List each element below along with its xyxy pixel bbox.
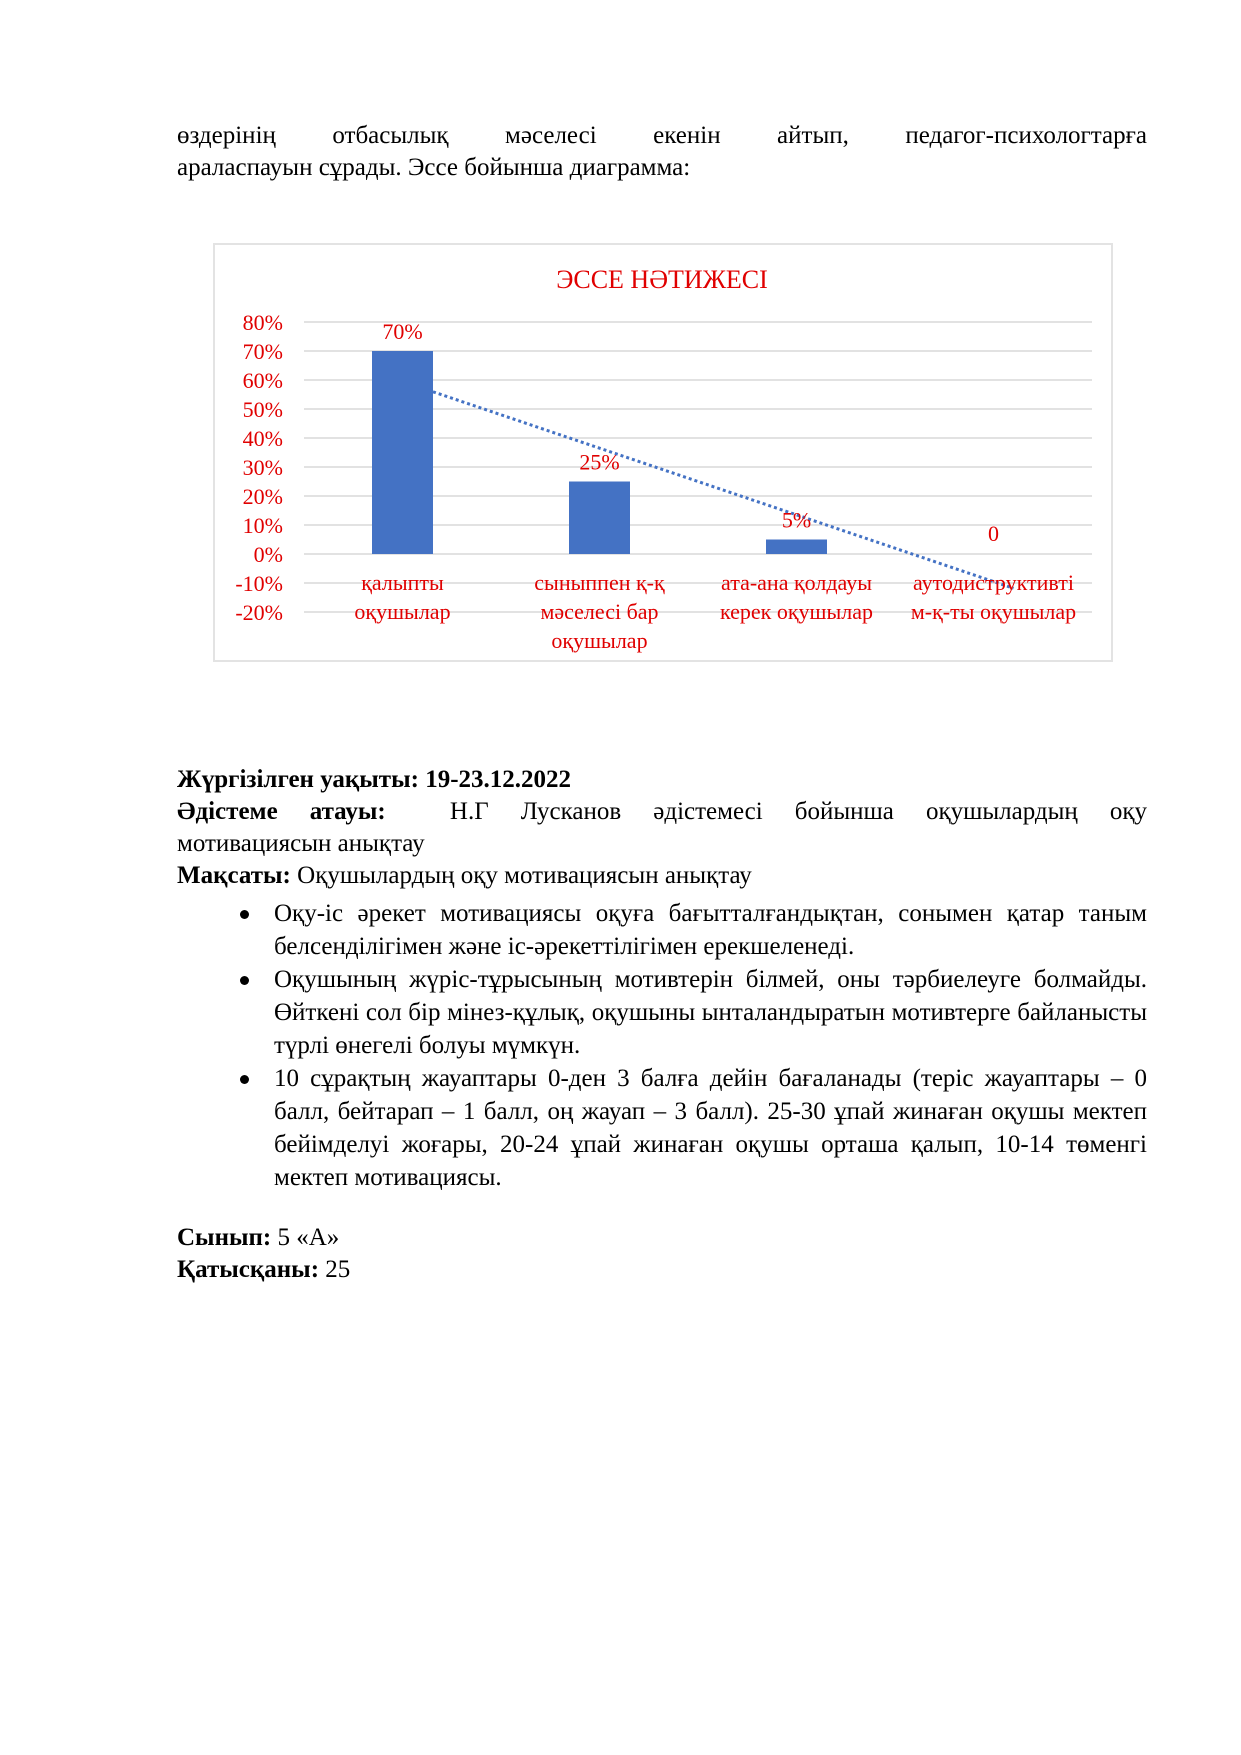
participants-row <box>177 1254 1147 1286</box>
x-tick-label: мәселесі бар <box>540 599 659 624</box>
goal-row <box>177 860 1147 892</box>
date-row <box>177 764 1147 796</box>
data-label: 25% <box>579 449 620 475</box>
y-tick-label: 10% <box>242 513 283 538</box>
bar-chart-canvas <box>215 245 1115 664</box>
intro-paragraph <box>177 120 1147 184</box>
method-details <box>177 764 1147 892</box>
goal-label: Мақсаты: <box>177 862 291 889</box>
bar <box>569 482 630 555</box>
y-tick-label: 60% <box>242 368 283 393</box>
x-tick-label: қалыпты <box>361 570 444 595</box>
intro-line-2: араласпауын сұрады. Эссе бойынша диаграмма: <box>177 154 691 181</box>
y-tick-label: 40% <box>242 426 283 451</box>
x-tick-label: м-қ-ты оқушылар <box>910 599 1077 624</box>
bar <box>372 351 433 554</box>
class-row <box>177 1222 1147 1254</box>
participants-label: Қатысқаны: <box>177 1256 320 1283</box>
goal-value: Оқушылардың оқу мотивациясын анықтау <box>297 862 752 889</box>
y-tick-label: -20% <box>235 600 283 625</box>
chart-data-labels <box>382 319 999 546</box>
x-tick-label: аутодиструктивті <box>912 570 1075 595</box>
y-tick-label: 70% <box>242 339 283 364</box>
chart-trendline <box>433 392 1014 589</box>
class-label: Сынып: <box>177 1224 272 1251</box>
class-value: 5 «А» <box>277 1224 340 1251</box>
bullet-item <box>240 1062 1147 1194</box>
bullet-text: Оқушының жүріс-тұрысының мотивтерін білмей, оны тәрбиелеуге болмайды. Өйткені сол бір мінез-құлық, оқушыны ынталандыратын мотивтерге байланысты түрлі өнегелі болуы мүмкүн. <box>274 966 1147 1059</box>
date-label: Жүргізілген уақыты: <box>177 766 419 793</box>
bar <box>766 540 827 555</box>
data-label: 70% <box>382 319 423 344</box>
bullet-item <box>240 963 1147 1062</box>
data-label: 5% <box>781 507 812 533</box>
y-tick-label: -10% <box>235 571 283 596</box>
bullet-item <box>240 897 1147 963</box>
bullet-text: Оқу-іс әрекет мотивациясы оқуға бағытталғандықтан, сонымен қатар таным белсенділігімен және іс-әрекеттілігімен ерекшеленеді. <box>274 900 1147 960</box>
method-label: Әдістеме атауы: <box>177 798 386 825</box>
x-tick-label: сыныппен қ-қ <box>534 570 665 595</box>
method-value-line1: Н.Г Лусканов әдістемесі бойынша оқушылардың оқу <box>449 798 1148 825</box>
y-tick-label: 20% <box>242 484 283 509</box>
method-row <box>177 796 1147 828</box>
bullet-text: 10 сұрақтың жауаптары 0-ден 3 балға дейін бағаланады (теріс жауаптары – 0 балл, бейтарап – 1 балл, оң жауап – 3 балл). 25-30 ұпай жинаған оқушы мектеп бейімделуі жоғары, 20-24 ұпай жинаған оқушы орташа қалып, 10-14 төменгі мектеп мотивациясы. <box>274 1065 1147 1191</box>
chart-y-axis-labels <box>235 310 283 625</box>
y-tick-label: 30% <box>242 455 283 480</box>
method-value-line2: мотивациясын анықтау <box>177 830 425 857</box>
essay-results-chart <box>213 243 1113 662</box>
data-label: 0 <box>988 521 999 546</box>
trendline <box>433 392 1014 589</box>
x-tick-label: керек оқушылар <box>719 599 874 624</box>
x-tick-label: оқушылар <box>551 628 648 653</box>
x-tick-label: ата-ана қолдауы <box>721 570 872 595</box>
class-info <box>177 1222 1147 1286</box>
y-tick-label: 50% <box>242 397 283 422</box>
date-value: 19-23.12.2022 <box>425 766 572 793</box>
participants-value: 25 <box>325 1256 351 1283</box>
y-tick-label: 80% <box>242 310 283 335</box>
bullet-list <box>240 897 1147 1194</box>
y-tick-label: 0% <box>253 542 283 567</box>
intro-line-1: өздерінің отбасылық мәселесі екенін айтып, педагог-психологтарға <box>177 122 1147 149</box>
x-tick-label: оқушылар <box>354 599 451 624</box>
chart-title: ЭССЕ НӘТИЖЕСІ <box>556 265 768 294</box>
